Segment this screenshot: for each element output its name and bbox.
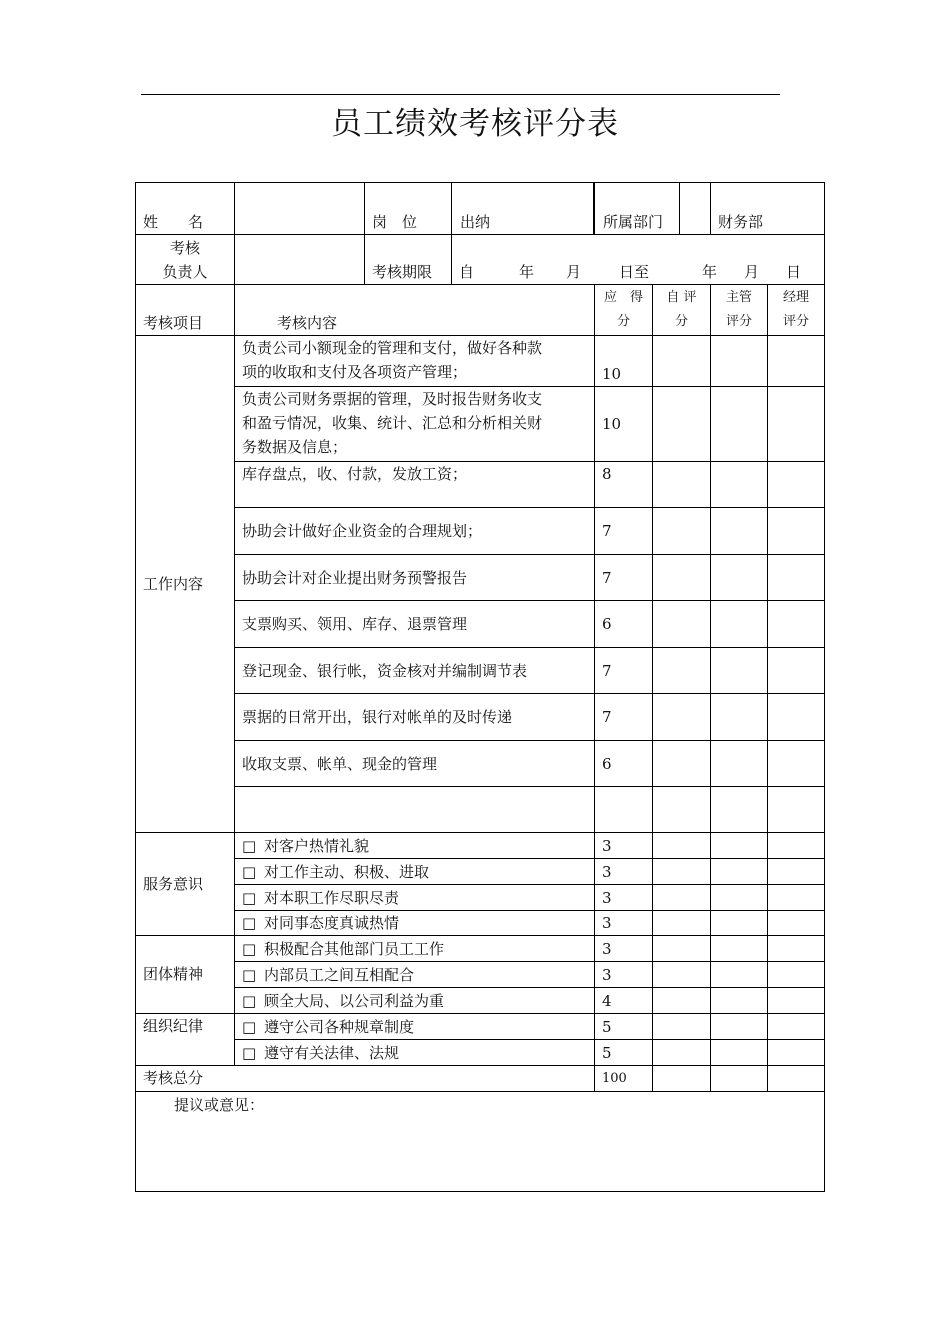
service-row [136, 833, 825, 859]
period-from: 自 [459, 263, 475, 281]
self-total-input[interactable] [653, 1066, 711, 1092]
supervisor-score-input[interactable] [711, 462, 768, 508]
manager-score-input[interactable] [768, 555, 825, 601]
header-supervisor-score [711, 285, 768, 336]
discipline-row [136, 1014, 825, 1040]
checkbox-icon[interactable]: □ [242, 914, 257, 932]
service-item-text: 对客户热情礼貌 [264, 836, 370, 855]
header-self-score-line2: 分 [674, 314, 688, 329]
full-score: 3 [595, 833, 653, 859]
self-score-input[interactable] [653, 833, 711, 859]
manager-score-input[interactable] [768, 787, 825, 833]
manager-score-input[interactable] [768, 833, 825, 859]
manager-score-input[interactable] [768, 508, 825, 555]
full-score: 3 [595, 911, 653, 936]
manager-total-input[interactable] [768, 1066, 825, 1092]
full-score: 5 [595, 1014, 653, 1040]
self-score-input[interactable] [653, 936, 711, 962]
work-line: 和盈亏情况，收集、统计、汇总和分析相关财 [242, 414, 543, 432]
supervisor-score-input[interactable] [711, 694, 768, 741]
service-item-text: 对同事态度真诚热情 [264, 914, 400, 932]
header-full-score [595, 285, 653, 336]
discipline-item [235, 1040, 595, 1066]
checkbox-icon[interactable]: □ [242, 1017, 257, 1036]
self-score-input[interactable] [653, 694, 711, 741]
supervisor-score-input[interactable] [711, 936, 768, 962]
manager-score-input[interactable] [768, 601, 825, 648]
manager-score-input[interactable] [768, 387, 825, 462]
section-label-discipline: 组织纪律 [136, 1014, 235, 1066]
self-score-input[interactable] [653, 462, 711, 508]
supervisor-score-input[interactable] [711, 741, 768, 787]
manager-score-input[interactable] [768, 936, 825, 962]
team-item [235, 988, 595, 1014]
suggestion-row [136, 1092, 825, 1192]
work-content: 收取支票、帐单、现金的管理 [235, 741, 595, 787]
supervisor-total-input[interactable] [711, 1066, 768, 1092]
work-content [235, 336, 595, 387]
work-content-blank[interactable] [235, 787, 595, 833]
header-supervisor-score-line1: 主管 [725, 290, 752, 305]
self-score-input[interactable] [653, 508, 711, 555]
supervisor-score-input[interactable] [711, 648, 768, 694]
work-row-empty [136, 787, 825, 833]
self-score-input[interactable] [653, 555, 711, 601]
position-value: 出纳 [460, 213, 491, 231]
work-content: 支票购买、领用、库存、退票管理 [235, 601, 595, 648]
dept-label: 所属部门 [595, 183, 680, 234]
work-row [136, 648, 825, 694]
team-item [235, 962, 595, 988]
self-score-input[interactable] [653, 387, 711, 462]
supervisor-score-input[interactable] [711, 911, 768, 936]
full-score: 7 [595, 555, 653, 601]
manager-score-input[interactable] [768, 911, 825, 936]
checkbox-icon[interactable]: □ [242, 836, 257, 855]
supervisor-score-input[interactable] [711, 601, 768, 648]
service-item [235, 885, 595, 911]
supervisor-score-input[interactable] [711, 988, 768, 1014]
manager-score-input[interactable] [768, 648, 825, 694]
full-score: 10 [595, 336, 653, 387]
manager-score-input[interactable] [768, 741, 825, 787]
supervisor-score-input[interactable] [711, 387, 768, 462]
work-content: 协助会计做好企业资金的合理规划； [235, 508, 595, 555]
service-row [136, 911, 825, 936]
header-full-score-line1: 应 得 [603, 290, 643, 305]
checkbox-icon[interactable]: □ [242, 1043, 257, 1062]
header-row [136, 285, 825, 336]
service-item [235, 833, 595, 859]
header-self-score-line1: 自 评 [666, 290, 697, 305]
work-row [136, 694, 825, 741]
supervisor-score-input[interactable] [711, 859, 768, 885]
full-score: 4 [595, 988, 653, 1014]
header-full-score-line2: 分 [616, 314, 630, 329]
reviewer-label-line2: 负责人 [162, 262, 208, 281]
self-score-input[interactable] [653, 1040, 711, 1066]
supervisor-score-input[interactable] [711, 962, 768, 988]
full-score: 6 [595, 741, 653, 787]
full-score: 3 [595, 962, 653, 988]
full-score: 7 [595, 648, 653, 694]
work-row [136, 336, 825, 387]
work-line: 务数据及信息； [242, 438, 348, 456]
supervisor-score-input[interactable] [711, 885, 768, 911]
suggestion-field[interactable] [136, 1092, 825, 1192]
header-manager-score-line1: 经理 [783, 290, 810, 305]
full-score: 6 [595, 601, 653, 648]
checkbox-icon[interactable]: □ [242, 862, 257, 881]
self-score-input[interactable] [653, 336, 711, 387]
period-field[interactable] [452, 235, 825, 285]
full-score: 3 [595, 885, 653, 911]
name-label: 姓 名 [136, 183, 235, 235]
full-score: 8 [595, 462, 653, 508]
full-score: 10 [595, 387, 653, 462]
supervisor-score-input[interactable] [711, 336, 768, 387]
self-score-input[interactable] [653, 1014, 711, 1040]
manager-score-input[interactable] [768, 462, 825, 508]
service-item [235, 911, 595, 936]
position-label: 岗 位 [365, 183, 452, 235]
discipline-item-text: 遵守有关法律、法规 [264, 1043, 400, 1062]
info-row-1 [136, 183, 825, 235]
work-content: 票据的日常开出，银行对帐单的及时传递 [235, 694, 595, 741]
period-month-1: 月 [566, 263, 582, 281]
reviewer-label-line1: 考核 [169, 238, 200, 257]
service-item [235, 859, 595, 885]
header-item: 考核项目 [136, 285, 235, 336]
service-row [136, 885, 825, 911]
discipline-item [235, 1014, 595, 1040]
full-score: 7 [595, 508, 653, 555]
full-score: 7 [595, 694, 653, 741]
header-manager-score [768, 285, 825, 336]
self-score-input[interactable] [653, 648, 711, 694]
self-score-input[interactable] [653, 885, 711, 911]
service-item-text: 对本职工作尽职尽责 [264, 888, 400, 907]
self-score-input[interactable] [653, 601, 711, 648]
name-field[interactable] [235, 183, 365, 235]
header-supervisor-score-line2: 评分 [725, 314, 752, 329]
section-label-service: 服务意识 [136, 833, 235, 936]
period-year-2: 年 [702, 263, 718, 281]
manager-score-input[interactable] [768, 859, 825, 885]
manager-score-input[interactable] [768, 694, 825, 741]
self-score-input[interactable] [653, 962, 711, 988]
work-content: 库存盘点，收、付款，发放工资； [235, 462, 595, 508]
period-day-to: 日至 [619, 263, 650, 281]
work-row [136, 741, 825, 787]
top-rule [141, 94, 780, 95]
work-content: 登记现金、银行帐，资金核对并编制调节表 [235, 648, 595, 694]
checkbox-icon[interactable]: □ [242, 965, 257, 984]
manager-score-input[interactable] [768, 962, 825, 988]
self-score-input[interactable] [653, 787, 711, 833]
reviewer-field[interactable] [235, 235, 365, 285]
service-row [136, 859, 825, 885]
self-score-input[interactable] [653, 859, 711, 885]
checkbox-icon[interactable]: □ [242, 888, 257, 907]
self-score-input[interactable] [653, 988, 711, 1014]
period-month-2: 月 [744, 263, 760, 281]
dept-field[interactable] [711, 183, 825, 235]
supervisor-score-input[interactable] [711, 787, 768, 833]
full-score-blank [595, 787, 653, 833]
total-score: 100 [595, 1066, 653, 1092]
team-item-text: 顾全大局、以公司利益为重 [264, 991, 445, 1010]
period-year-1: 年 [519, 263, 535, 281]
team-item-text: 积极配合其他部门员工工作 [264, 939, 445, 958]
supervisor-score-input[interactable] [711, 1014, 768, 1040]
supervisor-score-input[interactable] [711, 1040, 768, 1066]
info-row-2 [136, 235, 825, 285]
work-row [136, 555, 825, 601]
work-row [136, 601, 825, 648]
section-label-team: 团体精神 [136, 936, 235, 1014]
work-line: 项的收取和支付及各项资产管理； [242, 363, 468, 381]
work-row [136, 387, 825, 462]
manager-score-input[interactable] [768, 336, 825, 387]
period-day-2: 日 [786, 263, 802, 281]
manager-score-input[interactable] [768, 1040, 825, 1066]
dept-value: 财务部 [718, 213, 764, 231]
manager-score-input[interactable] [768, 885, 825, 911]
team-item [235, 936, 595, 962]
period-label: 考核期限 [365, 235, 452, 285]
work-content [235, 387, 595, 462]
work-content: 协助会计对企业提出财务预警报告 [235, 555, 595, 601]
document-title: 员工绩效考核评分表 [331, 106, 619, 142]
checkbox-icon[interactable]: □ [242, 939, 257, 958]
discipline-row [136, 1040, 825, 1066]
suggestion-label: 提议或意见： [174, 1096, 265, 1114]
manager-score-input[interactable] [768, 988, 825, 1014]
position-field[interactable] [452, 183, 594, 234]
discipline-item-text: 遵守公司各种规章制度 [264, 1017, 415, 1036]
checkbox-icon[interactable]: □ [242, 991, 257, 1010]
full-score: 5 [595, 1040, 653, 1066]
full-score: 3 [595, 859, 653, 885]
work-line: 负责公司财务票据的管理，及时报告财务收支 [242, 390, 543, 408]
team-row [136, 936, 825, 962]
dept-cell [595, 183, 711, 235]
total-label: 考核总分 [136, 1066, 595, 1092]
evaluation-table [135, 182, 825, 1192]
header-content: 考核内容 [235, 285, 595, 336]
supervisor-score-input[interactable] [711, 833, 768, 859]
self-score-input[interactable] [653, 911, 711, 936]
team-row [136, 988, 825, 1014]
position-dept-cell [452, 183, 595, 235]
work-row [136, 462, 825, 508]
total-row [136, 1066, 825, 1092]
header-self-score [653, 285, 711, 336]
work-line: 负责公司小额现金的管理和支付，做好各种款 [242, 339, 543, 357]
reviewer-label [136, 235, 235, 285]
team-row [136, 962, 825, 988]
supervisor-score-input[interactable] [711, 508, 768, 555]
section-label-work: 工作内容 [136, 336, 235, 833]
service-item-text: 对工作主动、积极、进取 [264, 862, 430, 881]
team-item-text: 内部员工之间互相配合 [264, 965, 415, 984]
work-row [136, 508, 825, 555]
manager-score-input[interactable] [768, 1014, 825, 1040]
full-score: 3 [595, 936, 653, 962]
self-score-input[interactable] [653, 741, 711, 787]
header-manager-score-line2: 评分 [783, 314, 810, 329]
supervisor-score-input[interactable] [711, 555, 768, 601]
